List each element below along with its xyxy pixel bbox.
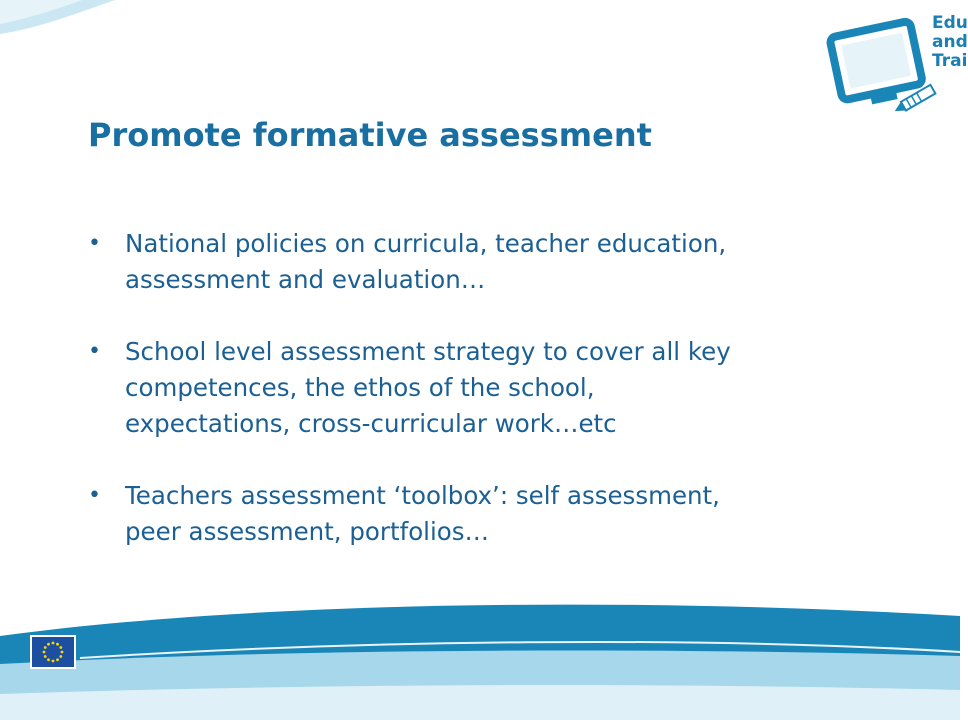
bullet-dot: • — [88, 483, 101, 508]
slide-title: Promote formative assessment — [88, 116, 652, 154]
logo-text-line: and — [932, 32, 968, 52]
logo-text-line: Trai — [932, 51, 968, 71]
bullet-line: assessment and evaluation… — [125, 265, 486, 294]
bullet-line: National policies on curricula, teacher education, — [125, 229, 727, 258]
bullet-line: peer assessment, portfolios… — [125, 517, 490, 546]
logo-text-line: Edu — [932, 13, 968, 33]
bullet-line: competences, the ethos of the school, — [125, 373, 595, 402]
bullet-line: Teachers assessment ‘toolbox’: self assessment, — [125, 481, 720, 510]
bullet-dot: • — [88, 231, 101, 256]
bullet-line: School level assessment strategy to cover all key — [125, 337, 731, 366]
bullet-dot: • — [88, 339, 101, 364]
eu-flag-icon — [30, 635, 76, 669]
bullet-line: expectations, cross-curricular work…etc — [125, 409, 617, 438]
